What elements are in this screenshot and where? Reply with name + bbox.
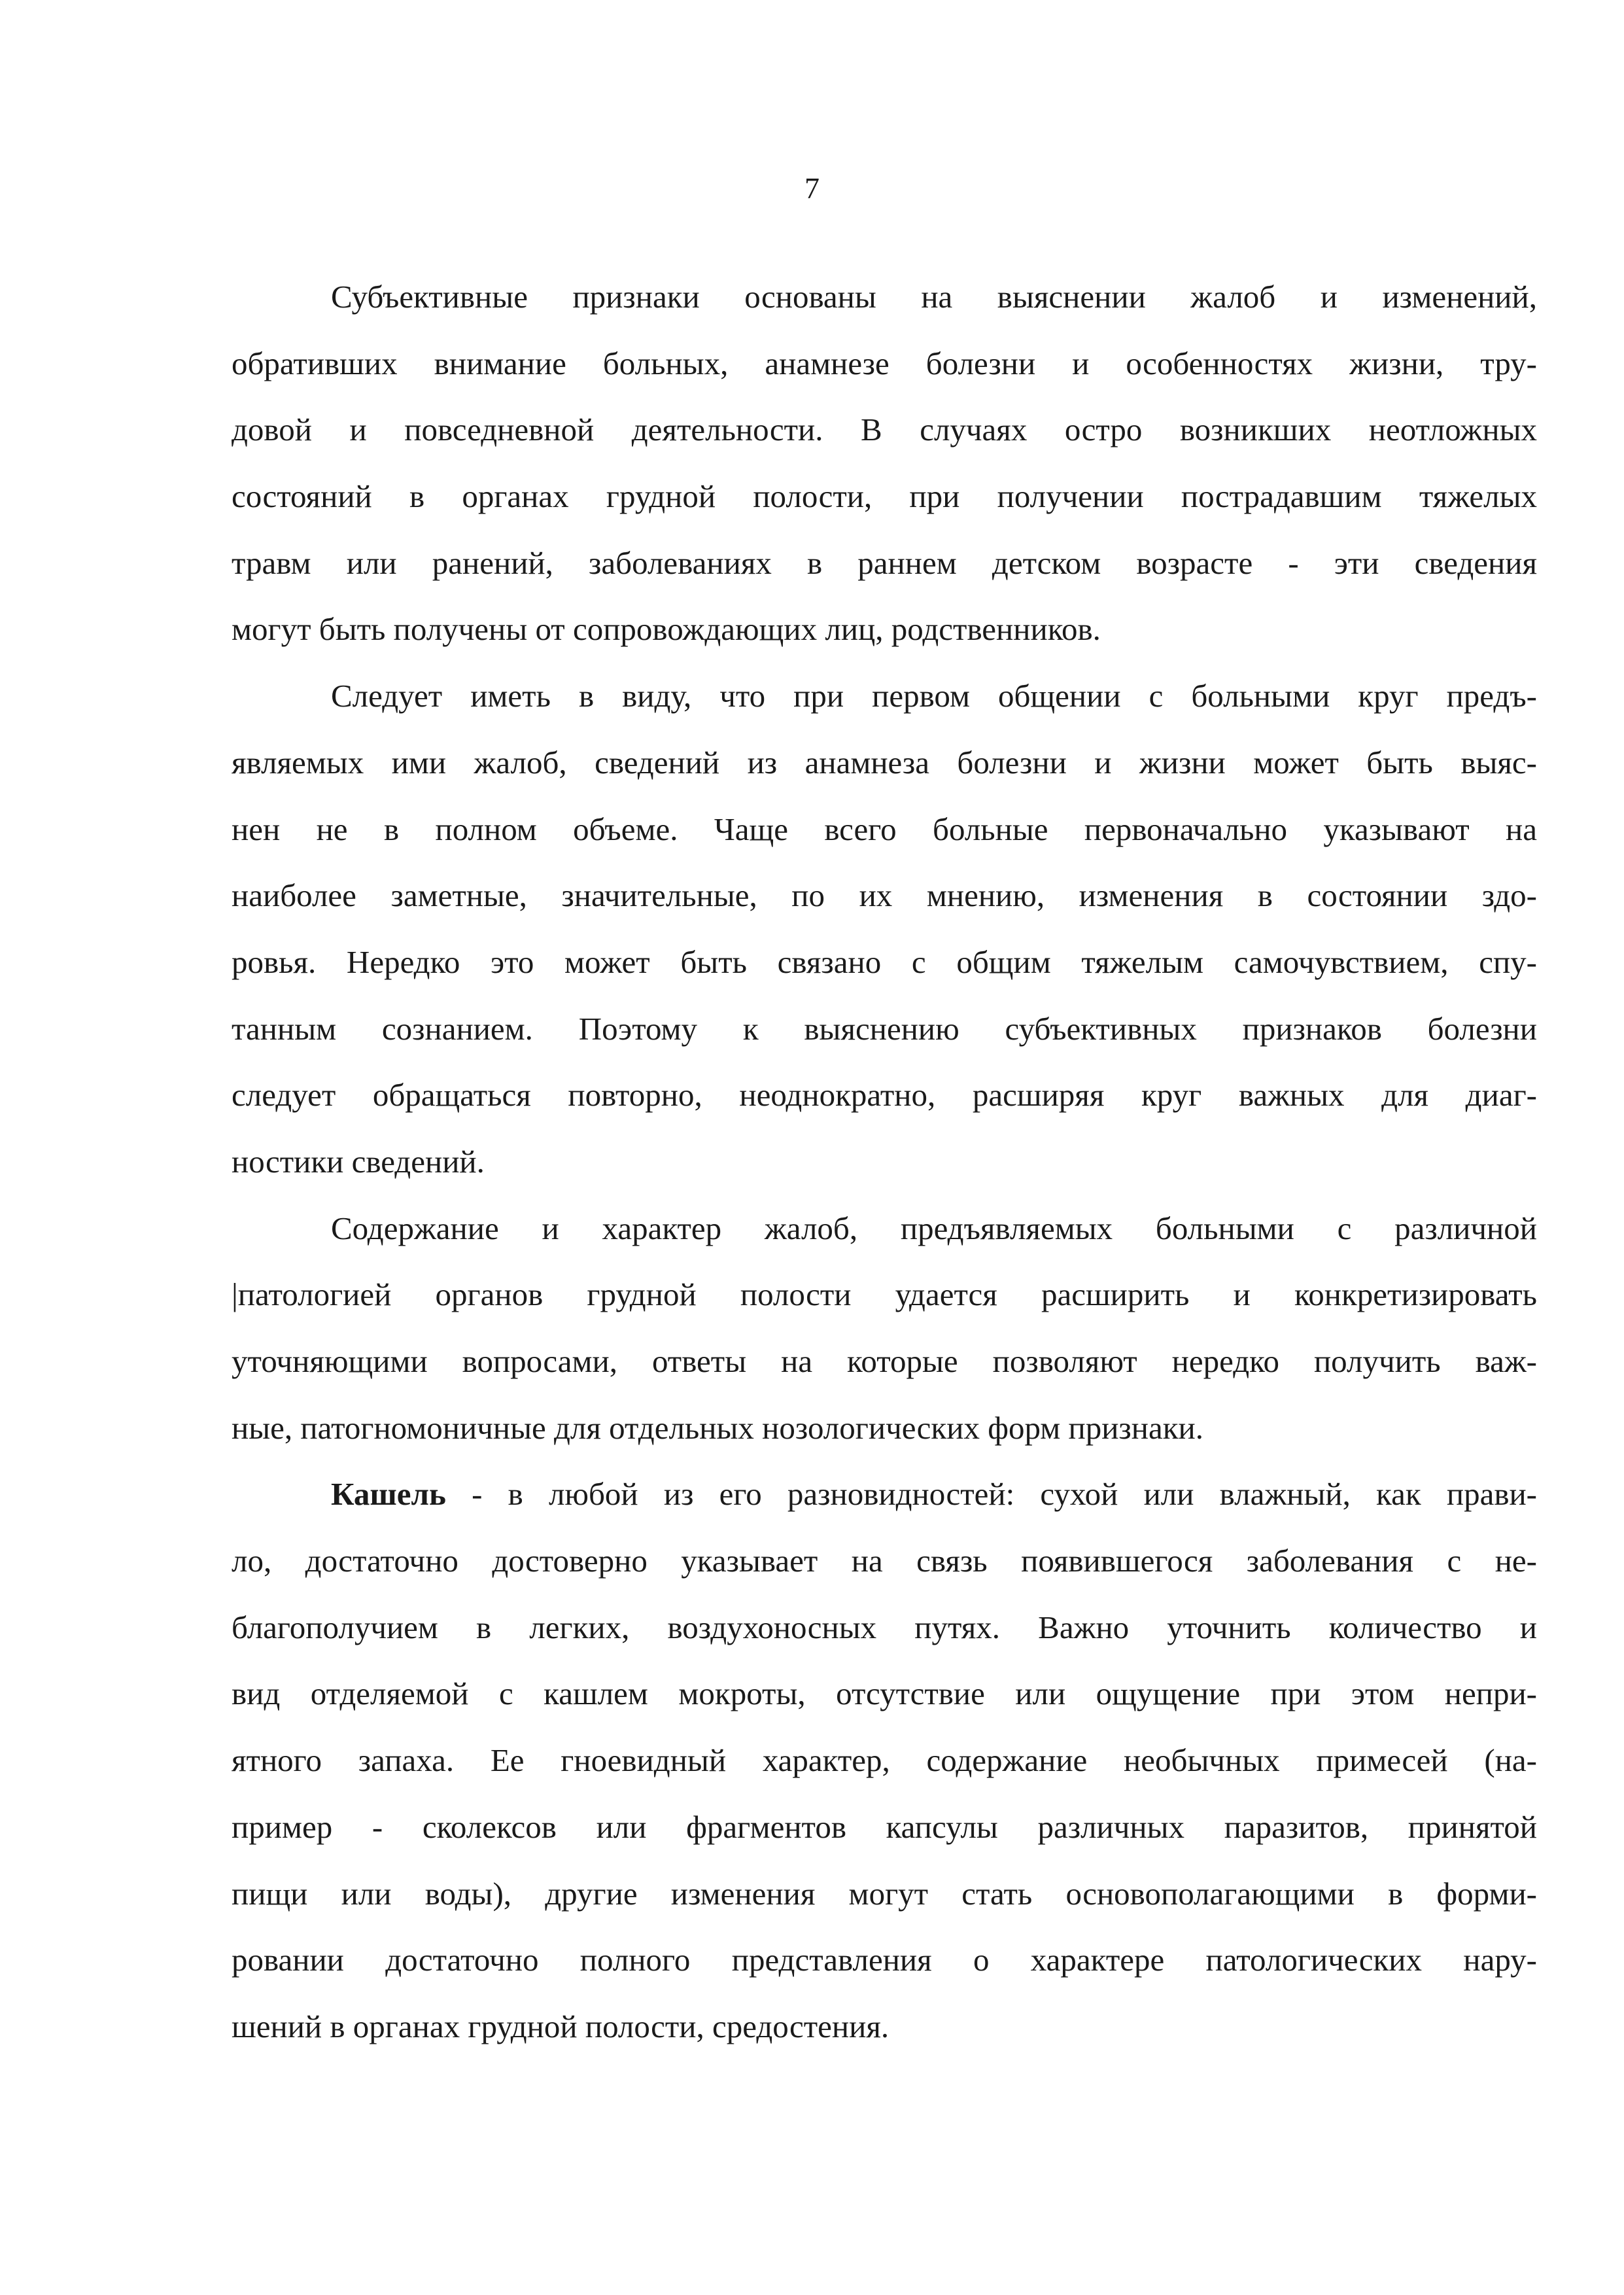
text-line: наиболее заметные, значительные, по их мнению, изменения в состоянии здо- bbox=[232, 877, 1537, 914]
text-line: уточняющими вопросами, ответы на которые позволяют нередко получить важ- bbox=[232, 1343, 1537, 1379]
text-line: благополучием в легких, воздухоносных путях. Важно уточнить количество и bbox=[232, 1609, 1537, 1645]
text-line: нен не в полном объеме. Чаще всего больные первоначально указывают на bbox=[232, 811, 1537, 847]
text-line: вид отделяемой с кашлем мокроты, отсутствие или ощущение при этом непри- bbox=[232, 1675, 1537, 1712]
text-line: ные, патогномоничные для отдельных нозологических форм признаки. bbox=[232, 1409, 1204, 1446]
text-line: шений в органах грудной полости, средостения. bbox=[232, 2008, 890, 2044]
text-line: |патологией органов грудной полости удается расширить и конкретизировать bbox=[232, 1276, 1537, 1313]
paragraph-subjective-signs bbox=[232, 277, 1537, 676]
text-line: ло, достаточно достоверно указывает на связь появившегося заболевания с не- bbox=[232, 1543, 1537, 1579]
text-line: пример - сколексов или фрагментов капсулы различных паразитов, принятой bbox=[232, 1808, 1537, 1845]
text-line: состояний в органах грудной полости, при получении пострадавшим тяжелых bbox=[232, 478, 1537, 515]
text-line-rest: - в любой из его разновидностей: сухой или влажный, как прави- bbox=[445, 1476, 1537, 1513]
text-line: пищи или воды), другие изменения могут стать основополагающими в форми- bbox=[232, 1875, 1537, 1912]
text-line: могут быть получены от сопровождающих лиц, родственников. bbox=[232, 611, 1101, 648]
text-line: Субъективные признаки основаны на выяснении жалоб и изменений, bbox=[331, 279, 1537, 315]
text-line: следует обращаться повторно, неоднократно, расширяя круг важных для диаг- bbox=[232, 1077, 1537, 1113]
text-line: ровья. Нередко это может быть связано с общим тяжелым самочувствием, спу- bbox=[232, 943, 1537, 980]
text-line: Содержание и характер жалоб, предъявляемых больными с различной bbox=[331, 1210, 1537, 1246]
text-line: ятного запаха. Ее гноевидный характер, содержание необычных примесей (на- bbox=[232, 1742, 1537, 1779]
text-line: травм или ранений, заболеваниях в раннем детском возрасте - эти сведения bbox=[232, 544, 1537, 581]
text-line: являемых ими жалоб, сведений из анамнеза болезни и жизни может быть выяс- bbox=[232, 744, 1537, 780]
document-body bbox=[232, 277, 1537, 2074]
page-number: 7 bbox=[804, 171, 820, 205]
paragraph-first-contact bbox=[232, 676, 1537, 1209]
text-line: ностики сведений. bbox=[232, 1143, 485, 1180]
text-line: довой и повседневной деятельности. В случаях остро возникших неотложных bbox=[232, 412, 1537, 448]
text-line: ровании достаточно полного представления о характере патологических нару- bbox=[232, 1942, 1537, 1978]
paragraph-cough bbox=[232, 1475, 1537, 2073]
text-line: Следует иметь в виду, что при первом общении с больными круг предъ- bbox=[331, 678, 1537, 714]
paragraph-complaints-content bbox=[232, 1209, 1537, 1475]
text-line: танным сознанием. Поэтому к выяснению субъективных признаков болезни bbox=[232, 1010, 1537, 1047]
term-cough: Кашель bbox=[331, 1476, 446, 1513]
text-line bbox=[232, 1475, 1537, 1541]
text-line: обративших внимание больных, анамнезе болезни и особенностях жизни, тру- bbox=[232, 345, 1537, 381]
